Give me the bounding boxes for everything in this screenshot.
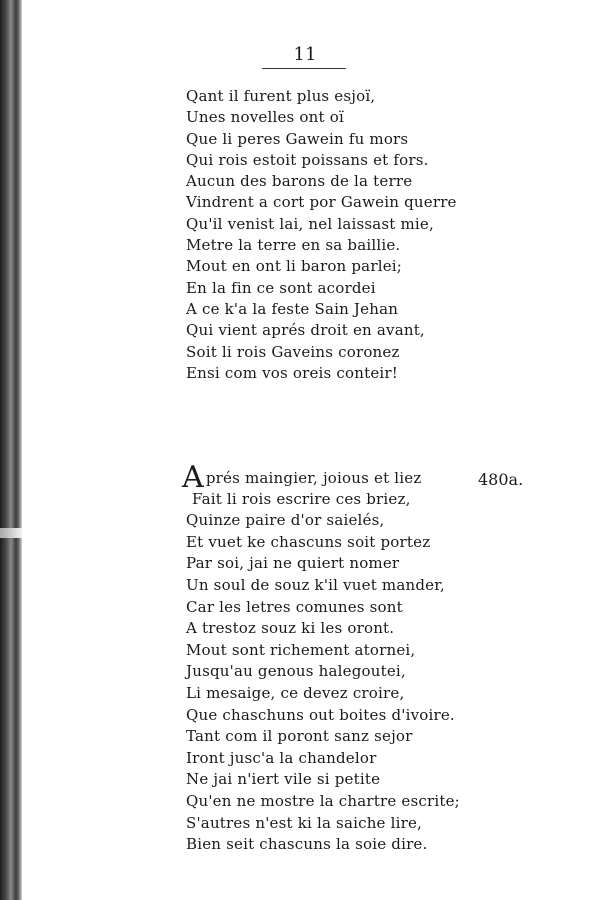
verse-text: En la fin ce sont acordei (186, 278, 376, 297)
verse-text: Li mesaige, ce devez croire, (186, 683, 405, 702)
verse-text: S'autres n'est ki la saiche lire, (186, 813, 423, 832)
verse-text: Par soi, jai ne quiert nomer (186, 554, 400, 573)
verse-text: A ce k'a la feste Sain Jehan (186, 299, 399, 318)
verse-text: Et vuet ke chascuns soit portez (186, 532, 431, 551)
drop-cap-initial: A (182, 460, 204, 495)
verse-text: A trestoz souz ki les oront. (186, 619, 395, 638)
binding-gap (0, 528, 22, 538)
verse-text: Bien seit chascuns la soie dire. (186, 835, 428, 854)
verse-text: Que li peres Gawein fu mors (186, 129, 409, 148)
verse-text: Que chaschuns out boites d'ivoire. (186, 705, 455, 724)
verse-text: Aucun des barons de la terre (186, 172, 413, 191)
folio-reference: 480a. (478, 470, 524, 489)
verse-text: Mout en ont li baron parlei; (186, 257, 403, 276)
verse-text: Fait li rois escrire ces briez, (192, 489, 411, 508)
verse-text: Jusqu'au genous halegoutei, (186, 662, 406, 681)
verse-text: Un soul de souz k'il vuet mander, (186, 575, 445, 594)
verse-text: Mout sont richement atornei, (186, 640, 416, 659)
verse-text: Qui rois estoit poissans et fors. (186, 150, 429, 169)
verse-text: Metre la terre en sa baillie. (186, 236, 401, 255)
verse-text: Soit li rois Gaveins coronez (186, 342, 400, 361)
verse-text: Qu'en ne mostre la chartre escrite; (186, 791, 460, 810)
verse-text: Iront jusc'a la chandelor (186, 748, 377, 767)
verse-text: Tant com il poront sanz sejor (186, 727, 413, 746)
page-number-rule (262, 68, 346, 69)
verse-text: Quinze paire d'or saielés, (186, 511, 385, 530)
verse-text: Unes novelles ont oï (186, 108, 344, 127)
verse-text: Car les letres comunes sont (186, 597, 403, 616)
verse-text: Qui vient aprés droit en avant, (186, 321, 425, 340)
book-binding-edge (0, 0, 22, 900)
verse-first-line-rest: prés maingier, joious et liez (205, 469, 422, 487)
verse-text: Ne jai n'iert vile si petite (186, 770, 381, 789)
verse-text: Qu'il venist lai, nel laissast mie, (186, 214, 434, 233)
verse-text: Vindrent a cort por Gawein querre (186, 193, 457, 212)
page-number: 11 (293, 44, 317, 65)
verse-text (182, 460, 422, 495)
verse-text: Ensi com vos oreis conteir! (186, 363, 399, 382)
verse-text: Qant il furent plus esjoï, (186, 87, 376, 105)
